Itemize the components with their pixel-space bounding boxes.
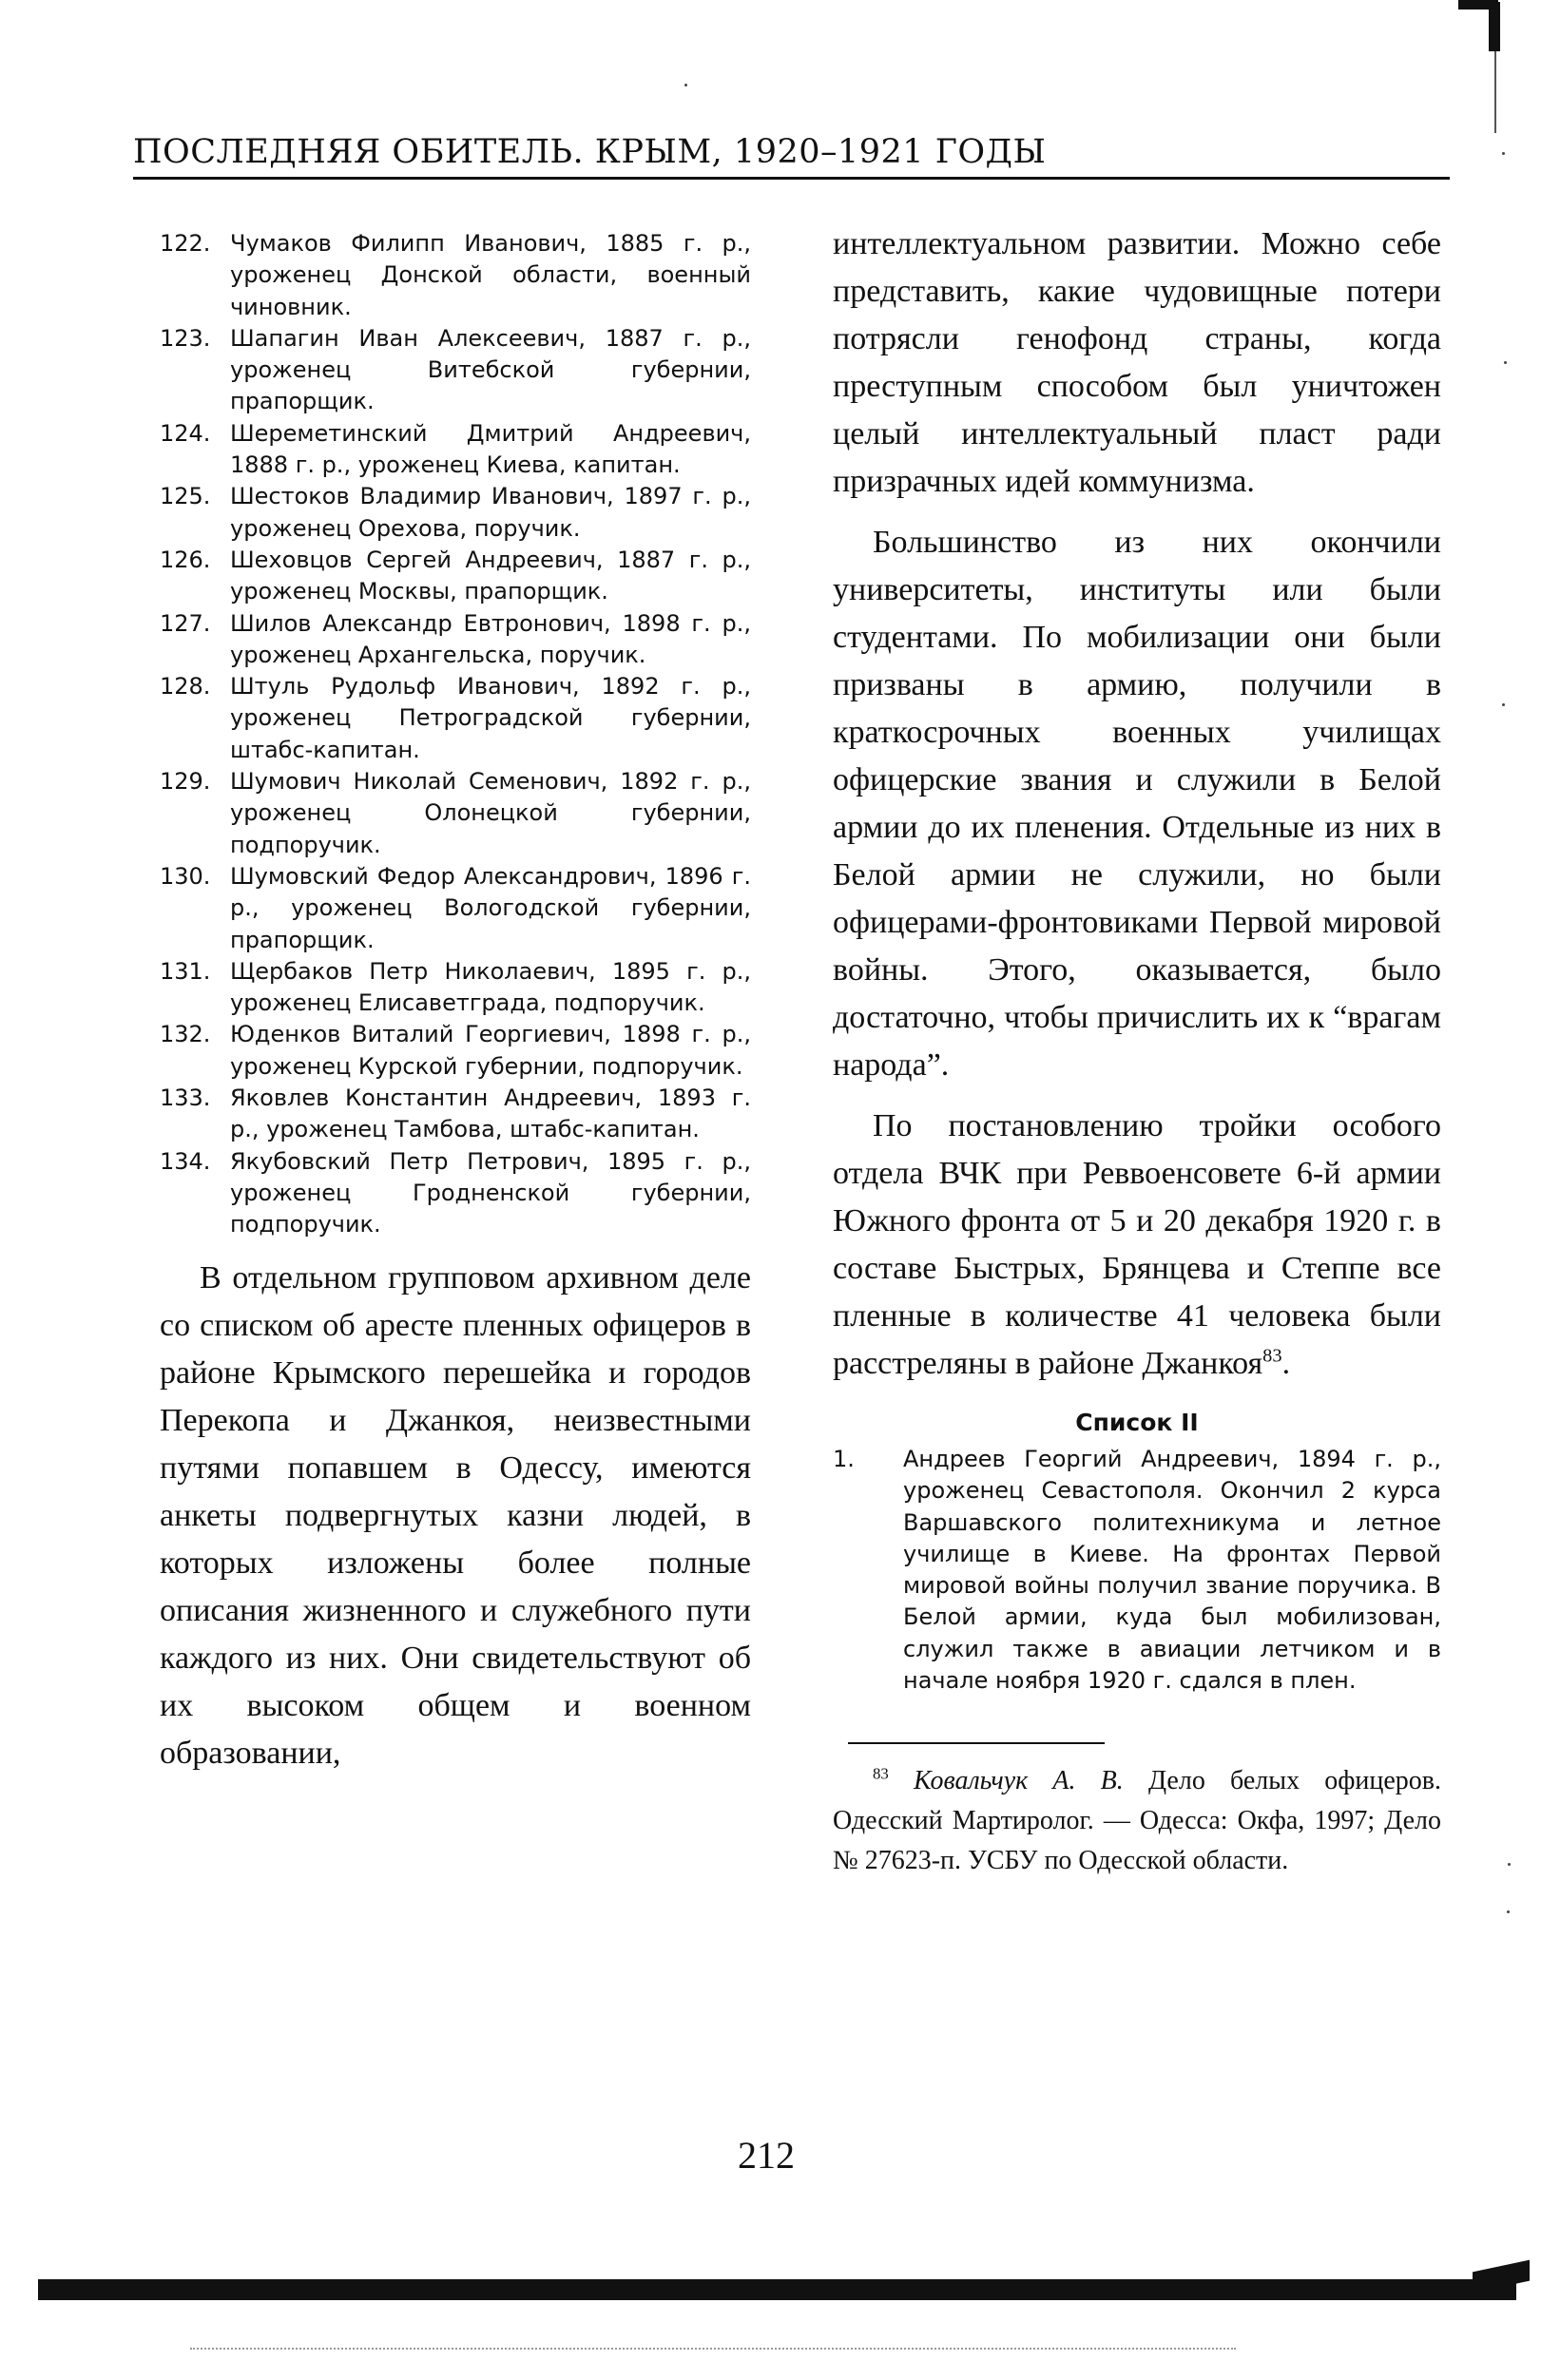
scan-speck	[1502, 703, 1505, 706]
entry-text: Шеховцов Сергей Андреевич, 1887 г. р., уроженец Москвы, прапорщик.	[230, 546, 751, 605]
header-rule	[133, 177, 1450, 180]
entry-number: 124.	[160, 419, 211, 447]
entry-text: Шапагин Иван Алексеевич, 1887 г. р., уроженец Витебской губернии, прапорщик.	[230, 324, 751, 415]
running-title: ПОСЛЕДНЯЯ ОБИТЕЛЬ. КРЫМ, 1920–1921 ГОДЫ	[133, 133, 1047, 171]
entry-number: 123.	[160, 324, 211, 352]
paragraph-execution	[833, 1103, 1441, 1388]
entry-number: 122.	[160, 230, 211, 257]
entry-text: Шумович Николай Семенович, 1892 г. р., уроженец Олонецкой губернии, подпоручик.	[230, 768, 751, 858]
entry-number: 125.	[160, 483, 211, 510]
list-entry	[160, 1083, 751, 1146]
entry-number: 126.	[160, 546, 211, 573]
entry-number: 134.	[160, 1147, 211, 1175]
entry-text: Шумовский Федор Александрович, 1896 г. р., уроженец Вологодской губернии, прапорщик.	[230, 862, 751, 953]
page-number: 212	[738, 2134, 795, 2177]
entry-text: Юденков Виталий Георгиевич, 1898 г. р., уроженец Курской губернии, подпоручик.	[230, 1021, 751, 1080]
entry-text: Штуль Рудольф Иванович, 1892 г. р., уроженец Петроградской губернии, штабс-капитан.	[230, 673, 751, 763]
list-entry	[160, 1146, 751, 1241]
entry-text: Шереметинский Дмитрий Андреевич, 1888 г. р., уроженец Киева, капитан.	[230, 419, 751, 479]
list-entry	[160, 1019, 751, 1083]
entry-text: Андреев Георгий Андреевич, 1894 г. р., уроженец Севастополя. Окончил 2 курса Варшавского политехникума и летное училище в Киеве. На фронтах Первой мировой войны получил звание поручика. В Белой армии, куда был мобилизован, служил также в авиации летчиком и в начале ноября 1920 г. сдался в плен.	[903, 1446, 1441, 1695]
scan-edge-line	[1494, 51, 1496, 133]
footnote-marker: 83	[873, 1765, 889, 1784]
paragraph-execution-end: .	[1281, 1346, 1291, 1381]
entry-text: Щербаков Петр Николаевич, 1895 г. р., уроженец Елисаветграда, подпоручик.	[230, 957, 751, 1017]
list-entry	[160, 861, 751, 956]
scan-speck	[684, 84, 687, 86]
scan-speck	[1504, 361, 1507, 364]
entry-number: 129.	[160, 768, 211, 796]
entry-number: 127.	[160, 609, 211, 637]
list-two-entries	[833, 1444, 1441, 1697]
paragraph-majority: Большинство из них окончили университеты, институты или были студентами. По мобилизации они были призваны в армию, получили в краткосрочных военных училищах офицерские звания и служили в Белой армии до их пленения. Отдельные из них в Белой армии не служили, но были офицерами-фронтовиками Первой мировой войны. Этого, оказывается, было достаточно, чтобы причислить их к “врагам народа”.	[833, 525, 1441, 1083]
entry-number: 132.	[160, 1021, 211, 1048]
list-entry	[160, 956, 751, 1020]
officer-list-entries	[160, 228, 751, 1241]
scan-speck	[1508, 1863, 1511, 1866]
continued-paragraph: интеллектуальном развитии. Можно себе представить, какие чудовищные потери потрясли генофонд страны, когда преступным способом был уничтожен целый интеллектуальный пласт ради призрачных идей коммунизма.	[833, 226, 1441, 499]
entry-number: 1.	[833, 1446, 855, 1472]
left-paragraph: В отдельном групповом архивном деле со списком об аресте пленных офицеров в районе Крымского перешейка и городов Перекопа и Джанкоя, неизвестными путями попавшем в Одессу, имеются анкеты подвергнутых казни людей, в которых изложены более полные описания жизненного и служебного пути каждого из них. Они свидетельствуют об их высоком общем и военном образовании,	[160, 1259, 751, 1771]
entry-text: Чумаков Филипп Иванович, 1885 г. р., уроженец Донской области, военный чиновник.	[230, 230, 751, 320]
entry-number: 128.	[160, 673, 211, 701]
list-entry	[160, 608, 751, 672]
scan-speck	[1507, 1910, 1510, 1913]
left-column	[160, 228, 751, 1777]
entry-text: Якубовский Петр Петрович, 1895 г. р., уроженец Гродненской губернии, подпоручик.	[230, 1147, 751, 1238]
list-entry	[833, 1444, 1441, 1697]
list-entry	[160, 545, 751, 608]
footnote-rule	[848, 1742, 1105, 1744]
scan-bottom-noise	[190, 2348, 1236, 2351]
list-entry	[160, 418, 751, 482]
list-entry	[160, 481, 751, 545]
footnote-text: Дело белых офицеров. Одесский Мартиролог. — Одесса: Окфа, 1997; Дело № 27623-п. УСБУ по Одесской области.	[833, 1766, 1442, 1876]
entry-text: Яковлев Константин Андреевич, 1893 г. р., уроженец Тамбова, штабс-капитан.	[230, 1084, 751, 1143]
footnote-reference[interactable]: 83	[1262, 1345, 1282, 1367]
paragraph-execution-text: По постановлению тройки особого отдела ВЧК при Реввоенсовете 6-й армии Южного фронта от 5 и 20 декабря 1920 г. в составе Быстрых, Брянцева и Степпе все пленные в количестве 41 человека были расстреляны в районе Джанкоя	[833, 1108, 1441, 1381]
scan-edge-bar	[38, 2279, 1516, 2300]
footnote	[833, 1761, 1441, 1881]
entry-text: Шилов Александр Евтронович, 1898 г. р., уроженец Архангельска, поручик.	[230, 609, 751, 668]
list-entry	[160, 323, 751, 418]
list-entry	[160, 671, 751, 766]
right-column	[833, 221, 1441, 1881]
list-entry	[160, 228, 751, 323]
entry-number: 131.	[160, 957, 211, 985]
list-entry	[160, 766, 751, 861]
entry-number: 130.	[160, 862, 211, 890]
entry-text: Шестоков Владимир Иванович, 1897 г. р., уроженец Орехова, поручик.	[230, 483, 751, 542]
footnote-author: Ковальчук А. В.	[913, 1766, 1124, 1796]
scan-corner-mark-top	[1458, 0, 1498, 10]
scan-speck	[1502, 152, 1505, 155]
list-title: Список II	[1075, 1409, 1199, 1436]
entry-number: 133.	[160, 1084, 211, 1112]
